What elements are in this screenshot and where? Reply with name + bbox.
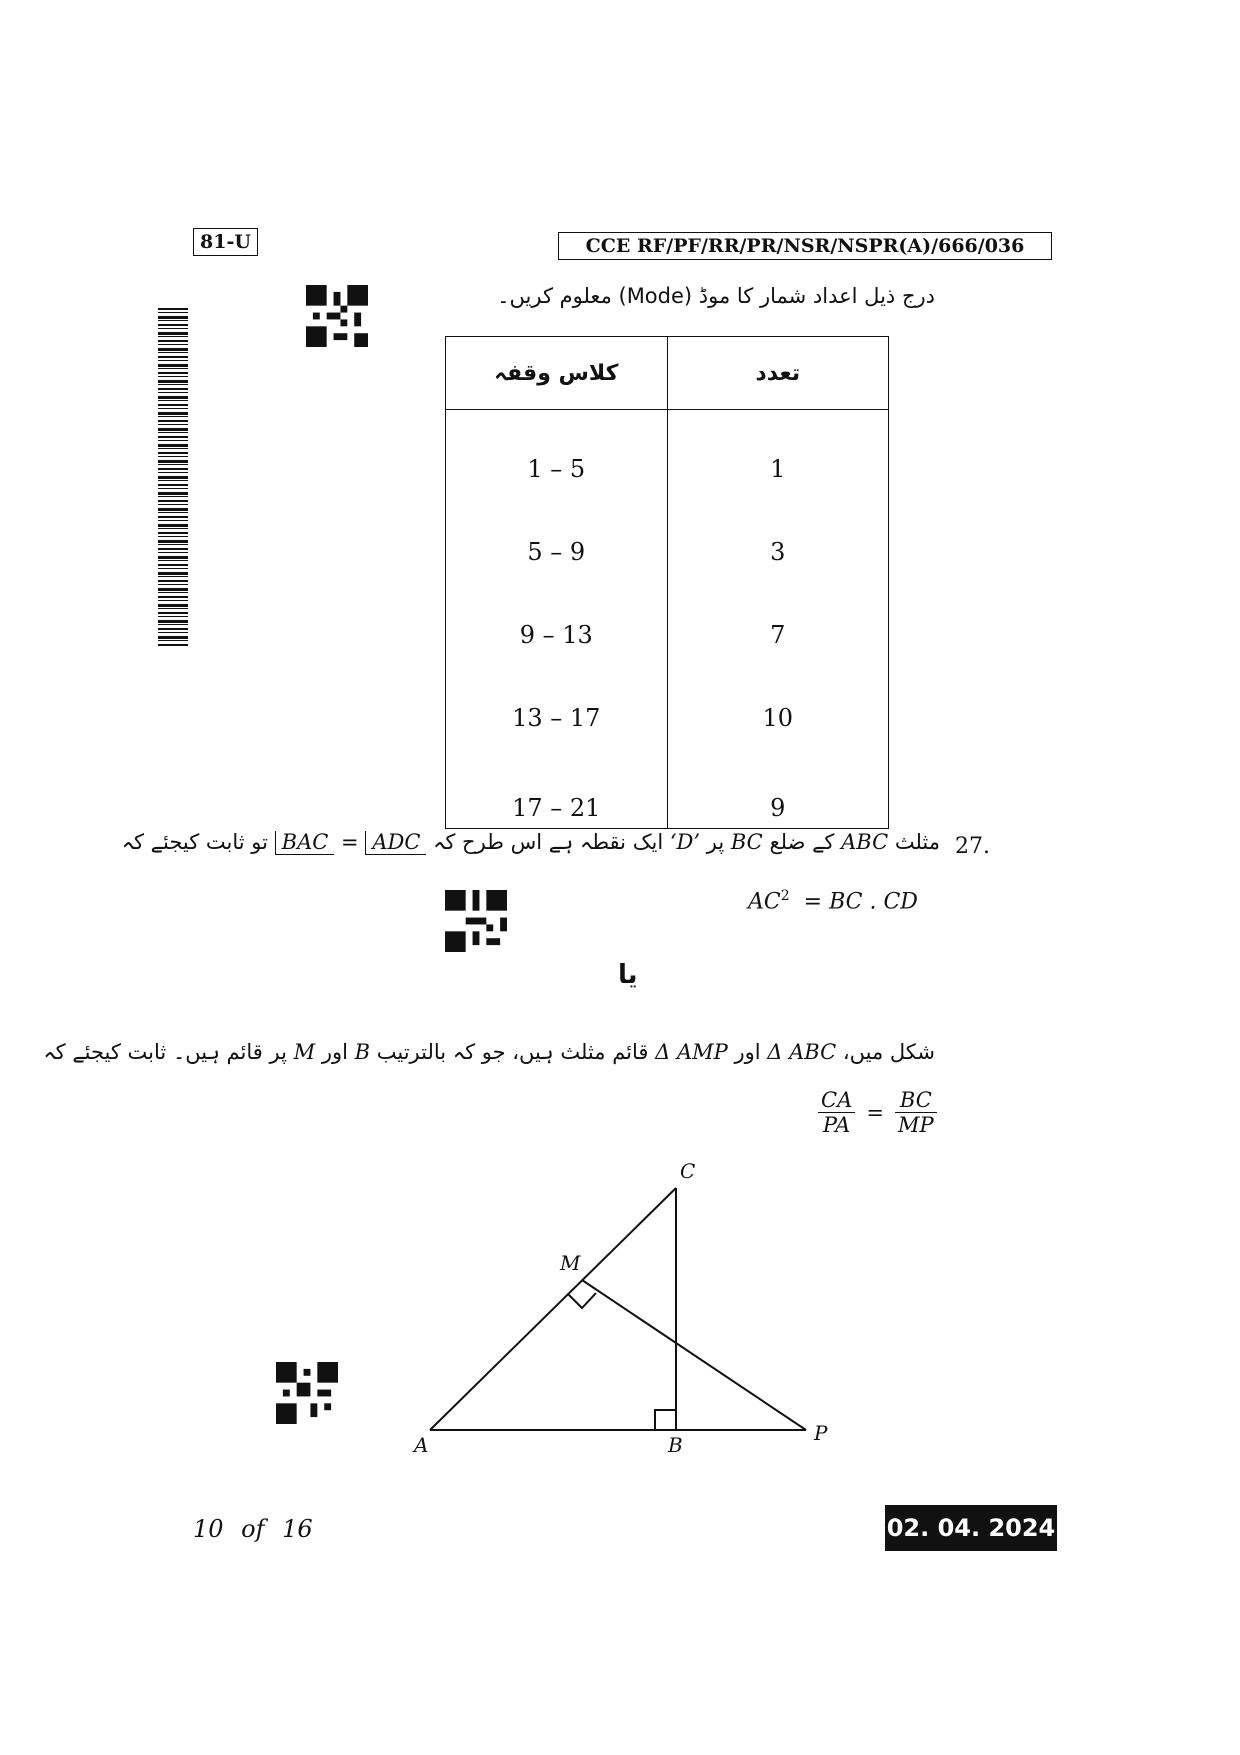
equals-sign: =	[866, 1100, 884, 1125]
angle-adc: ADC	[365, 831, 426, 855]
page-number: 10 of 16	[193, 1515, 313, 1543]
eq-rhs: = BC . CD	[803, 889, 918, 915]
alt-text-3: قائم مثلث ہیں، جو کہ بالترتیب	[376, 1040, 649, 1064]
segment-mp	[582, 1280, 806, 1430]
qr-code-icon	[445, 890, 507, 952]
table-cell: 1 – 5	[446, 410, 668, 511]
fraction-denominator: PA	[822, 1113, 851, 1137]
frequency-table	[445, 336, 889, 829]
alt-text-4: اور	[321, 1040, 348, 1064]
alt-triangle-abc: Δ ABC	[767, 1040, 837, 1064]
paper-code-right: CCE RF/PF/RR/PR/NSR/NSPR(A)/666/036	[558, 232, 1052, 260]
question-26-intro: درج ذیل اعداد شمار کا موڈ (Mode) معلوم کریں۔	[497, 284, 935, 308]
question-27-text	[122, 830, 940, 855]
q27-text-3: پر	[706, 830, 725, 854]
table-row	[446, 510, 889, 593]
table-cell: 7	[667, 593, 889, 676]
q27-text-4: ایک نقطہ ہے اس طرح کہ	[433, 830, 664, 854]
table-cell: 3	[667, 510, 889, 593]
segment-ac	[430, 1188, 676, 1430]
table-row	[446, 593, 889, 676]
equation-ac-squared	[748, 888, 918, 914]
right-angle-mark-m	[568, 1293, 596, 1308]
table-cell: 17 – 21	[446, 759, 668, 829]
q27-text-2: کے ضلع	[769, 830, 835, 854]
alt-text-5: پر قائم ہیں۔ ثابت کیجئے کہ	[43, 1040, 287, 1064]
table-cell: 13 – 17	[446, 676, 668, 759]
alt-triangle-amp: Δ AMP	[655, 1040, 728, 1064]
label-p: P	[814, 1421, 828, 1445]
exam-date: 02. 04. 2024	[885, 1505, 1057, 1551]
right-angle-mark-b	[655, 1410, 676, 1430]
fraction-bc-mp	[895, 1088, 937, 1137]
table-cell: 10	[667, 676, 889, 759]
table-cell: 9	[667, 759, 889, 829]
alt-point-b: B	[354, 1040, 371, 1064]
equals-sign: =	[341, 830, 359, 854]
fraction-ca-pa	[818, 1088, 855, 1137]
table-row	[446, 676, 889, 759]
label-m: M	[560, 1251, 581, 1275]
fraction-numerator: CA	[818, 1088, 855, 1113]
table-row	[446, 410, 889, 511]
question-number: 27.	[955, 834, 990, 859]
eq-lhs: AC	[748, 889, 781, 915]
table-cell: 9 – 13	[446, 593, 668, 676]
table-cell: 5 – 9	[446, 510, 668, 593]
question-27-alt-text	[43, 1040, 935, 1064]
table-row	[446, 759, 889, 829]
qr-code-icon	[276, 1362, 338, 1424]
alt-point-m: M	[293, 1040, 316, 1064]
table-header-frequency: تعدد	[667, 337, 889, 410]
or-separator: یا	[618, 960, 638, 990]
table-header-class-interval: کلاس وقفہ	[446, 337, 668, 410]
paper-code-left: 81-U	[193, 228, 258, 256]
angle-bac: BAC	[275, 831, 335, 855]
q27-segment-bc: BC	[730, 830, 763, 854]
label-b: B	[668, 1433, 683, 1457]
fraction-denominator: MP	[898, 1113, 934, 1137]
q27-text-1: مثلث	[894, 830, 940, 854]
alt-text-2: اور	[734, 1040, 761, 1064]
eq-exponent: 2	[780, 888, 790, 904]
qr-code-icon	[306, 285, 368, 347]
label-c: C	[680, 1159, 696, 1183]
label-a: A	[414, 1433, 429, 1457]
barcode	[158, 308, 188, 646]
table-cell: 1	[667, 410, 889, 511]
triangle-figure	[400, 1150, 850, 1460]
q27-point-d: ‘D’	[669, 830, 701, 854]
equation-ratio	[818, 1088, 937, 1137]
q27-text-5: تو ثابت کیجئے کہ	[121, 830, 268, 854]
fraction-numerator: BC	[895, 1088, 937, 1113]
q27-triangle-abc: ABC	[841, 830, 889, 854]
alt-text-1: شکل میں،	[842, 1040, 935, 1064]
